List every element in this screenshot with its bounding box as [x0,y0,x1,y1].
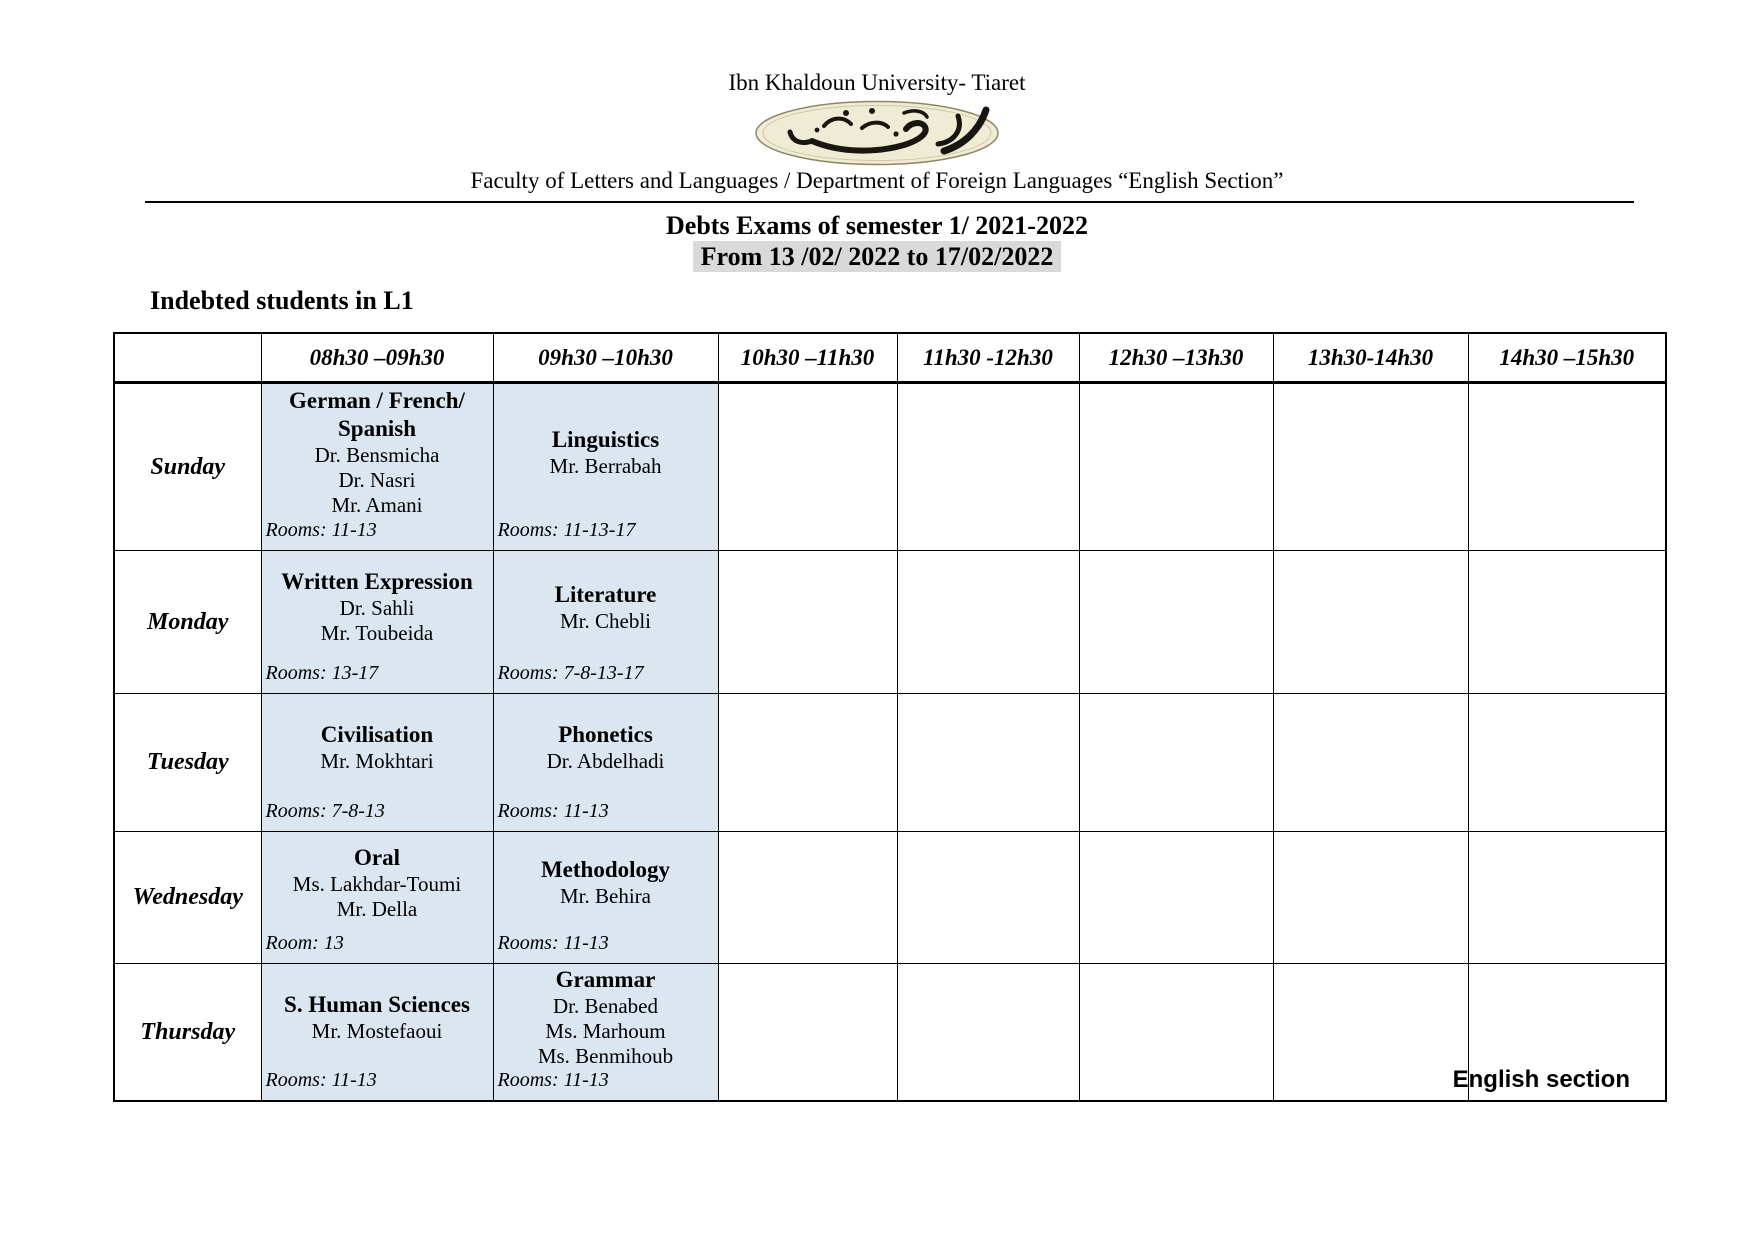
time-slot-header: 11h30 -12h30 [897,333,1079,383]
day-label: Tuesday [114,694,261,832]
empty-slot-cell [1273,964,1468,1101]
corner-cell [114,333,261,383]
empty-slot-cell [1468,383,1666,551]
day-label: Wednesday [114,832,261,964]
exam-cell [493,383,718,551]
teacher-name: Mr. Mokhtari [320,749,434,774]
day-row [114,694,1666,832]
rooms-label: Rooms: 11-13 [497,1069,609,1092]
exam-cell [493,694,718,832]
empty-slot-cell [1079,694,1273,832]
teacher-name: Ms. Marhoum [545,1018,666,1043]
subject-name: German / French/ Spanish [289,387,465,441]
time-slot-header: 10h30 –11h30 [718,333,897,383]
teacher-name: Mr. Berrabah [549,453,662,478]
document-header [0,0,1754,203]
subject-name: Methodology [540,857,671,883]
subject-name: Oral [354,844,400,870]
rooms-label: Rooms: 11-13-17 [497,519,636,542]
exam-cell [493,964,718,1101]
teacher-name: Dr. Benabed [553,993,658,1018]
subject-name: Literature [554,581,657,607]
university-logo-icon [754,100,1000,166]
day-label: Monday [114,551,261,694]
exam-cell [261,551,493,694]
faculty-department-line: Faculty of Letters and Languages / Department of Foreign Languages “English Section” [470,168,1284,194]
day-row [114,964,1666,1101]
rooms-label: Rooms: 7-8-13 [265,800,385,823]
rooms-label: Rooms: 11-13 [265,519,377,542]
rooms-label: Room: 13 [265,932,344,955]
empty-slot-cell [1273,383,1468,551]
rooms-label: Rooms: 11-13 [497,800,609,823]
empty-slot-cell [718,832,897,964]
exam-cell [261,383,493,551]
subject-name: Linguistics [551,426,660,452]
empty-slot-cell [718,551,897,694]
exam-cell [261,832,493,964]
header-rule [145,201,1634,203]
subject-name: Phonetics [558,722,653,748]
exam-date-highlight: From 13 /02/ 2022 to 17/02/2022 [693,241,1062,272]
exam-date-range [0,241,1754,272]
teacher-name: Ms. Lakhdar-Toumi [292,871,462,896]
empty-slot-cell [1468,694,1666,832]
exam-cell [261,964,493,1101]
title-block [0,211,1754,272]
empty-slot-cell [897,383,1079,551]
day-label: Thursday [114,964,261,1101]
exam-cell [261,694,493,832]
time-slot-header: 14h30 –15h30 [1468,333,1666,383]
teacher-name: Ms. Benmihoub [537,1044,674,1069]
empty-slot-cell [1079,964,1273,1101]
exam-timetable [113,332,1667,1102]
teacher-name: Dr. Sahli [339,596,415,621]
empty-slot-cell [1468,832,1666,964]
teacher-name: Dr. Nasri [338,467,416,492]
teacher-name: Mr. Mostefaoui [311,1018,443,1043]
day-row [114,832,1666,964]
empty-slot-cell [1468,551,1666,694]
empty-slot-cell [718,964,897,1101]
time-slot-header: 13h30-14h30 [1273,333,1468,383]
subject-name: Written Expression [281,569,473,595]
empty-slot-cell [1079,383,1273,551]
footer-section-label: English section [1452,1066,1630,1093]
rooms-label: Rooms: 7-8-13-17 [497,662,644,685]
empty-slot-cell [1079,551,1273,694]
day-row [114,383,1666,551]
teacher-name: Mr. Chebli [559,608,651,633]
teacher-name: Mr. Della [336,896,418,921]
empty-slot-cell [718,694,897,832]
subject-name: S. Human Sciences [284,991,470,1017]
exam-cell [493,832,718,964]
teacher-name: Mr. Behira [560,884,651,909]
time-slot-header: 12h30 –13h30 [1079,333,1273,383]
empty-slot-cell [1273,551,1468,694]
teacher-name: Mr. Toubeida [320,621,434,646]
exam-cell [493,551,718,694]
empty-slot-cell [1273,694,1468,832]
empty-slot-cell [1273,832,1468,964]
empty-slot-cell [897,964,1079,1101]
subject-name: Civilisation [320,722,434,748]
level-subtitle: Indebted students in L1 [150,285,414,315]
rooms-label: Rooms: 13-17 [265,662,379,685]
time-slot-header: 09h30 –10h30 [493,333,718,383]
time-header-row [114,333,1666,383]
empty-slot-cell [897,551,1079,694]
rooms-label: Rooms: 11-13 [265,1069,377,1092]
empty-slot-cell [718,383,897,551]
empty-slot-cell [897,694,1079,832]
day-row [114,551,1666,694]
time-slot-header: 08h30 –09h30 [261,333,493,383]
day-label: Sunday [114,383,261,551]
empty-slot-cell [1079,832,1273,964]
rooms-label: Rooms: 11-13 [497,932,609,955]
teacher-name: Dr. Bensmicha [314,442,440,467]
university-name: Ibn Khaldoun University- Tiaret [728,70,1026,95]
teacher-name: Dr. Abdelhadi [546,749,665,774]
exam-title: Debts Exams of semester 1/ 2021-2022 [666,210,1088,240]
empty-slot-cell [897,832,1079,964]
subject-name: Grammar [555,966,656,992]
teacher-name: Mr. Amani [331,493,423,518]
